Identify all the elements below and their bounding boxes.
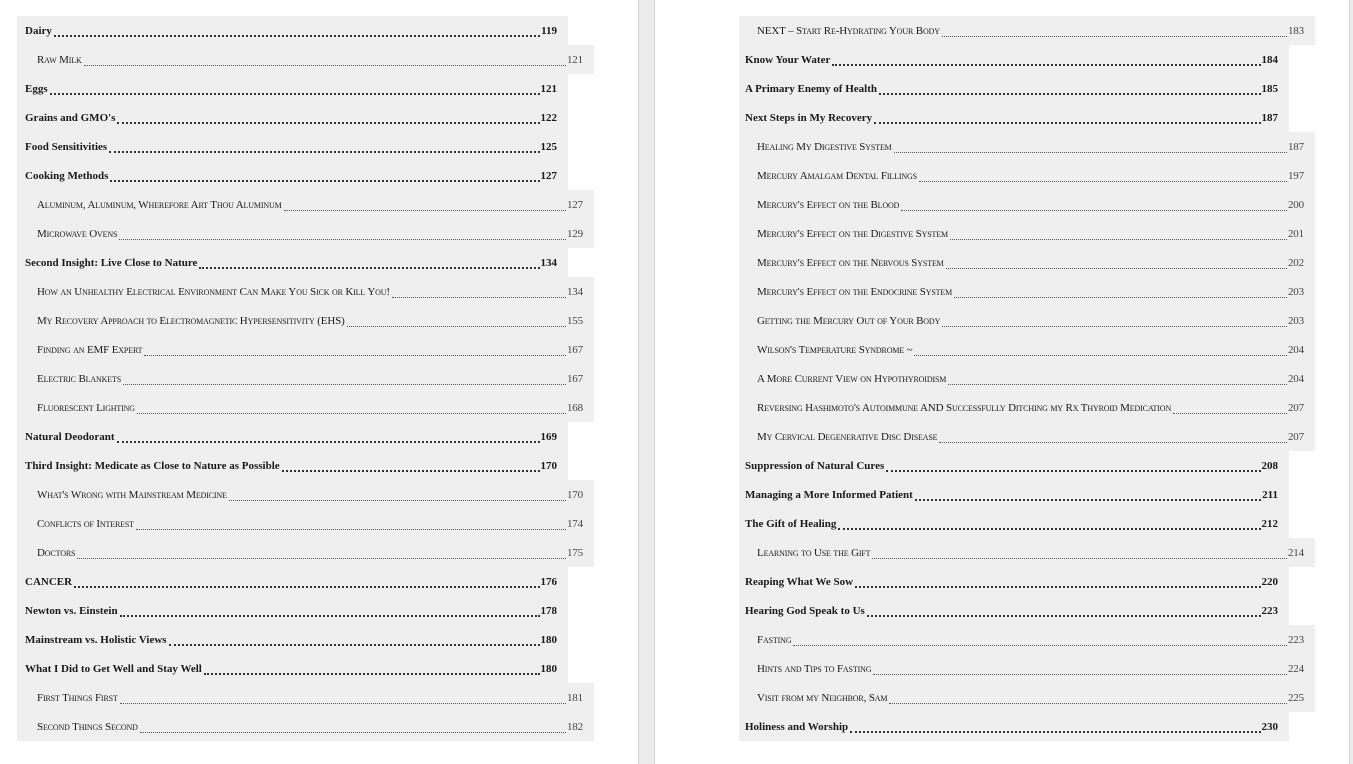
toc-dot-leader (942, 36, 1287, 37)
toc-entry-title: Learning to Use the Gift (757, 546, 871, 559)
toc-entry-title: Second Things Second (37, 720, 138, 733)
toc-dot-leader (117, 441, 540, 443)
toc-page-number: 155 (566, 314, 583, 327)
toc-page-number: 127 (540, 169, 557, 182)
toc-dot-leader (948, 384, 1287, 385)
toc-subheading-entry[interactable] (739, 335, 1315, 364)
toc-entry-title: Finding an EMF Expert (37, 343, 143, 356)
toc-page-number: 174 (566, 517, 583, 530)
toc-dot-leader (939, 442, 1287, 443)
toc-heading-entry[interactable] (17, 567, 568, 596)
toc-dot-leader (77, 558, 566, 559)
toc-heading-entry[interactable] (17, 654, 568, 683)
toc-entry-title: Mercury's Effect on the Nervous System (757, 256, 944, 269)
toc-page-number: 204 (1287, 372, 1304, 385)
toc-dot-leader (954, 297, 1287, 298)
toc-heading-entry[interactable] (17, 16, 568, 45)
toc-page-number: 119 (541, 24, 557, 37)
toc-page-number: 183 (1287, 24, 1304, 37)
toc-dot-leader (169, 644, 540, 646)
toc-page-number: 184 (1261, 53, 1278, 66)
toc-page-number: 203 (1287, 285, 1304, 298)
toc-page-number: 181 (566, 691, 583, 704)
toc-subheading-entry[interactable] (739, 219, 1315, 248)
toc-heading-entry[interactable] (739, 596, 1289, 625)
toc-subheading-entry[interactable] (17, 306, 594, 335)
toc-entry-title: Getting the Mercury Out of Your Body (757, 314, 941, 327)
toc-entry-title: Next Steps in My Recovery (745, 111, 873, 124)
toc-dot-leader (832, 64, 1260, 66)
toc-subheading-entry[interactable] (739, 190, 1315, 219)
toc-subheading-entry[interactable] (17, 509, 594, 538)
toc-page-number: 180 (540, 633, 557, 646)
toc-dot-leader (136, 529, 566, 530)
toc-entry-title: Electric Blankets (37, 372, 122, 385)
toc-heading-entry[interactable] (17, 248, 568, 277)
toc-entry-title: Managing a More Informed Patient (745, 488, 913, 501)
toc-dot-leader (850, 731, 1260, 733)
toc-heading-entry[interactable] (739, 712, 1289, 741)
toc-heading-entry[interactable] (17, 161, 568, 190)
toc-page-number: 168 (566, 401, 583, 414)
toc-page-number: 208 (1261, 459, 1278, 472)
toc-page-number: 230 (1261, 720, 1278, 733)
toc-dot-leader (950, 239, 1287, 240)
toc-page-number: 187 (1287, 140, 1304, 153)
table-of-contents-right (739, 16, 1315, 741)
toc-page-number: 214 (1287, 546, 1304, 559)
toc-dot-leader (110, 180, 539, 182)
toc-page-number: 203 (1287, 314, 1304, 327)
toc-page-number: 176 (540, 575, 557, 588)
toc-heading-entry[interactable] (739, 45, 1289, 74)
toc-subheading-entry[interactable] (17, 364, 594, 393)
toc-dot-leader (889, 703, 1287, 704)
toc-entry-title: Fasting (757, 633, 792, 646)
toc-entry-title: NEXT – Start Re-Hydrating Your Body (757, 24, 940, 37)
toc-dot-leader (282, 470, 540, 472)
toc-page-number: 125 (540, 140, 557, 153)
toc-entry-title: Doctors (37, 546, 76, 559)
toc-subheading-entry[interactable] (17, 538, 594, 567)
toc-heading-entry[interactable] (17, 103, 568, 132)
toc-subheading-entry[interactable] (739, 654, 1315, 683)
toc-subheading-entry[interactable] (739, 277, 1315, 306)
window-right-edge (1349, 0, 1353, 764)
toc-dot-leader (855, 586, 1260, 588)
toc-page-number: 180 (540, 662, 557, 675)
document-page-right (655, 0, 1353, 764)
toc-page-number: 200 (1287, 198, 1304, 211)
toc-heading-entry[interactable] (17, 132, 568, 161)
toc-entry-title: Mercury's Effect on the Endocrine System (757, 285, 953, 298)
toc-page-number: 134 (566, 285, 583, 298)
toc-dot-leader (204, 673, 540, 675)
toc-entry-title: Mercury's Effect on the Digestive System (757, 227, 948, 240)
toc-dot-leader (838, 528, 1260, 530)
table-of-contents-left (17, 16, 594, 741)
toc-page-number: 207 (1287, 430, 1304, 443)
page-gutter (638, 0, 655, 764)
toc-dot-leader (140, 732, 566, 733)
toc-page-number: 134 (540, 256, 557, 269)
toc-dot-leader (914, 355, 1286, 356)
toc-entry-title: My Cervical Degenerative Disc Disease (757, 430, 938, 443)
toc-subheading-entry[interactable] (17, 712, 594, 741)
toc-page-number: 223 (1287, 633, 1304, 646)
toc-entry-title: Conflicts of Interest (37, 517, 134, 530)
toc-subheading-entry[interactable] (17, 190, 594, 219)
toc-entry-title: Mercury Amalgam Dental Fillings (757, 169, 917, 182)
toc-entry-title: A More Current View on Hypothyroidism (757, 372, 947, 385)
toc-dot-leader (946, 268, 1287, 269)
toc-entry-title: Aluminum, Aluminum, Wherefore Art Thou Aluminum (37, 198, 282, 211)
toc-entry-title: Know Your Water (745, 53, 831, 66)
toc-entry-title: Microwave Ovens (37, 227, 118, 240)
toc-page-number: 167 (566, 343, 583, 356)
toc-page-number: 202 (1287, 256, 1304, 269)
toc-subheading-entry[interactable] (739, 16, 1315, 45)
toc-entry-title: Newton vs. Einstein (25, 604, 118, 617)
toc-subheading-entry[interactable] (17, 683, 594, 712)
toc-subheading-entry[interactable] (17, 219, 594, 248)
toc-heading-entry[interactable] (739, 451, 1289, 480)
toc-subheading-entry[interactable] (17, 335, 594, 364)
toc-page-number: 223 (1261, 604, 1278, 617)
toc-heading-entry[interactable] (17, 422, 568, 451)
toc-dot-leader (915, 499, 1261, 501)
toc-page-number: 182 (566, 720, 583, 733)
toc-entry-title: Mainstream vs. Holistic Views (25, 633, 167, 646)
toc-entry-title: Holiness and Worship (745, 720, 849, 733)
toc-dot-leader (123, 384, 566, 385)
toc-page-number: 121 (540, 82, 557, 95)
toc-dot-leader (867, 615, 1261, 617)
toc-subheading-entry[interactable] (739, 422, 1315, 451)
toc-dot-leader (119, 239, 566, 240)
toc-entry-title: Reaping What We Sow (745, 575, 854, 588)
toc-entry-title: Mercury's Effect on the Blood (757, 198, 900, 211)
toc-heading-entry[interactable] (739, 480, 1289, 509)
toc-entry-title: What's Wrong with Mainstream Medicine (37, 488, 227, 501)
toc-entry-title: Food Sensitivities (25, 140, 108, 153)
toc-entry-title: Suppression of Natural Cures (745, 459, 885, 472)
toc-heading-entry[interactable] (739, 74, 1289, 103)
toc-entry-title: Reversing Hashimoto's Autoimmune AND Successfully Ditching my Rx Thyroid Medication (757, 401, 1172, 414)
toc-entry-title: Natural Deodorant (25, 430, 115, 443)
toc-dot-leader (144, 355, 566, 356)
toc-page-number: 197 (1287, 169, 1304, 182)
toc-entry-title: Raw Milk (37, 53, 82, 66)
toc-entry-title: Hints and Tips to Fasting (757, 662, 872, 675)
toc-dot-leader (901, 210, 1287, 211)
toc-dot-leader (109, 151, 539, 153)
toc-page-number: 170 (540, 459, 557, 472)
toc-dot-leader (347, 326, 566, 327)
toc-entry-title: Fluorescent Lighting (37, 401, 135, 414)
toc-dot-leader (894, 152, 1287, 153)
toc-page-number: 170 (566, 488, 583, 501)
toc-dot-leader (284, 210, 566, 211)
toc-entry-title: What I Did to Get Well and Stay Well (25, 662, 202, 675)
toc-dot-leader (120, 615, 540, 617)
toc-page-number: 207 (1287, 401, 1304, 414)
toc-dot-leader (120, 703, 566, 704)
toc-heading-entry[interactable] (17, 625, 568, 654)
toc-heading-entry[interactable] (739, 567, 1289, 596)
toc-page-number: 224 (1287, 662, 1304, 675)
toc-page-number: 211 (1262, 488, 1278, 501)
toc-subheading-entry[interactable] (739, 625, 1315, 654)
toc-entry-title: CANCER (25, 575, 73, 588)
toc-subheading-entry[interactable] (739, 364, 1315, 393)
toc-page-number: 169 (540, 430, 557, 443)
toc-entry-title: Cooking Methods (25, 169, 109, 182)
toc-page-number: 225 (1287, 691, 1304, 704)
toc-page-number: 175 (566, 546, 583, 559)
toc-page-number: 204 (1287, 343, 1304, 356)
toc-subheading-entry[interactable] (739, 538, 1315, 567)
toc-page-number: 212 (1261, 517, 1278, 530)
toc-entry-title: Dairy (25, 24, 52, 37)
toc-dot-leader (199, 267, 539, 269)
toc-heading-entry[interactable] (17, 74, 568, 103)
toc-entry-title: Visit from my Neighbor, Sam (757, 691, 888, 704)
toc-subheading-entry[interactable] (739, 132, 1315, 161)
toc-subheading-entry[interactable] (739, 161, 1315, 190)
toc-dot-leader (919, 181, 1287, 182)
toc-page-number: 187 (1261, 111, 1278, 124)
toc-page-number: 122 (540, 111, 557, 124)
toc-subheading-entry[interactable] (739, 306, 1315, 335)
toc-entry-title: How an Unhealthy Electrical Environment Can Make You Sick or Kill You! (37, 285, 390, 298)
toc-heading-entry[interactable] (739, 103, 1289, 132)
toc-subheading-entry[interactable] (739, 248, 1315, 277)
toc-page-number: 185 (1261, 82, 1278, 95)
toc-page-number: 220 (1261, 575, 1278, 588)
toc-subheading-entry[interactable] (17, 480, 594, 509)
toc-subheading-entry[interactable] (739, 393, 1315, 422)
toc-subheading-entry[interactable] (17, 393, 594, 422)
toc-dot-leader (54, 35, 540, 37)
toc-page-number: 121 (566, 53, 583, 66)
toc-dot-leader (793, 645, 1287, 646)
toc-entry-title: The Gift of Healing (745, 517, 837, 530)
toc-subheading-entry[interactable] (17, 45, 594, 74)
toc-dot-leader (942, 326, 1287, 327)
toc-heading-entry[interactable] (17, 451, 568, 480)
toc-entry-title: My Recovery Approach to Electromagnetic Hypersensitivity (EHS) (37, 314, 345, 327)
toc-page-number: 127 (566, 198, 583, 211)
toc-dot-leader (879, 93, 1261, 95)
toc-dot-leader (84, 65, 566, 66)
toc-heading-entry[interactable] (739, 509, 1289, 538)
toc-page-number: 178 (540, 604, 557, 617)
toc-entry-title: Healing My Digestive System (757, 140, 892, 153)
toc-dot-leader (874, 122, 1260, 124)
toc-dot-leader (392, 297, 566, 298)
toc-page-number: 201 (1287, 227, 1304, 240)
toc-entry-title: Hearing God Speak to Us (745, 604, 865, 617)
toc-dot-leader (873, 674, 1287, 675)
toc-subheading-entry[interactable] (739, 683, 1315, 712)
toc-subheading-entry[interactable] (17, 277, 594, 306)
toc-heading-entry[interactable] (17, 596, 568, 625)
toc-dot-leader (117, 122, 539, 124)
toc-dot-leader (137, 413, 566, 414)
toc-dot-leader (74, 586, 539, 588)
toc-entry-title: Third Insight: Medicate as Close to Nature as Possible (25, 459, 280, 472)
toc-dot-leader (1173, 413, 1287, 414)
toc-entry-title: Wilson's Temperature Syndrome ~ (757, 343, 913, 356)
toc-entry-title: Grains and GMO's (25, 111, 116, 124)
toc-page-number: 167 (566, 372, 583, 385)
toc-entry-title: Second Insight: Live Close to Nature (25, 256, 198, 269)
toc-dot-leader (229, 500, 566, 501)
toc-page-number: 129 (566, 227, 583, 240)
toc-entry-title: Eggs (25, 82, 48, 95)
toc-entry-title: A Primary Enemy of Health (745, 82, 877, 95)
toc-dot-leader (872, 558, 1287, 559)
toc-dot-leader (50, 93, 540, 95)
toc-dot-leader (886, 470, 1260, 472)
document-page-left (0, 0, 638, 764)
toc-entry-title: First Things First (37, 691, 118, 704)
